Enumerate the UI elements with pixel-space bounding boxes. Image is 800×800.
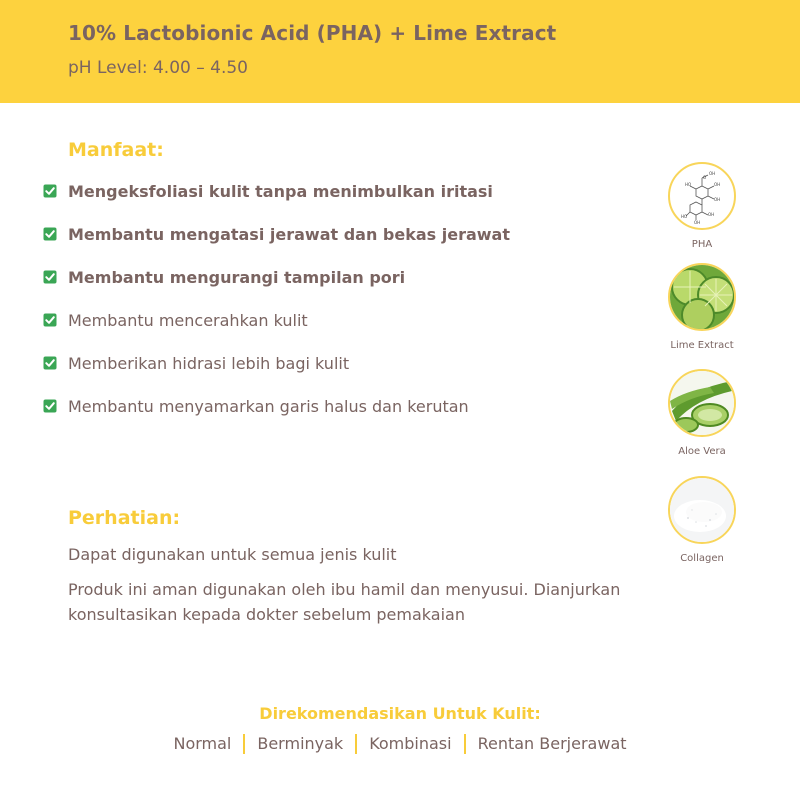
collagen-powder-icon	[670, 478, 734, 542]
ingredient-collagen	[652, 476, 752, 564]
checkbox-checked-icon	[43, 399, 57, 413]
ingredient-label: Collagen	[680, 553, 724, 564]
warning-text: Produk ini aman digunakan oleh ibu hamil dan menyusui. Dianjurkan konsultasikan kepada dokter sebelum pemakaian	[68, 580, 621, 624]
benefit-text: Memberikan hidrasi lebih bagi kulit	[68, 354, 350, 373]
svg-text:OH: OH	[694, 220, 701, 225]
warning-text: Dapat digunakan untuk semua jenis kulit	[68, 545, 397, 564]
benefit-item	[43, 310, 583, 353]
checkbox-checked-icon	[43, 227, 57, 241]
checkbox-checked-icon	[43, 313, 57, 327]
checkbox-checked-icon	[43, 356, 57, 370]
benefit-item	[43, 181, 583, 224]
checkbox-checked-icon	[43, 184, 57, 198]
ingredient-circle	[668, 162, 736, 230]
ingredient-aloe	[652, 369, 752, 457]
pha-molecule-icon	[670, 164, 734, 228]
ingredient-circle	[668, 476, 736, 544]
skin-type: Kombinasi	[369, 734, 452, 753]
benefit-text: Membantu mencerahkan kulit	[68, 311, 308, 330]
skin-type: Rentan Berjerawat	[477, 734, 627, 753]
svg-text:OH: OH	[709, 171, 716, 176]
aloe-vera-icon	[670, 371, 734, 435]
svg-text:HO: HO	[681, 214, 688, 219]
skin-types-row	[0, 733, 800, 755]
svg-text:HO: HO	[685, 182, 692, 187]
benefit-text: Membantu mengatasi jerawat dan bekas jerawat	[68, 225, 510, 244]
warning-heading: Perhatian:	[68, 507, 181, 529]
header-banner	[0, 0, 800, 103]
benefit-item	[43, 396, 583, 439]
benefits-list	[43, 181, 583, 439]
benefit-text: Mengeksfoliasi kulit tanpa menimbulkan iritasi	[68, 182, 493, 201]
skin-type: Normal	[173, 734, 232, 753]
recommendation-heading: Direkomendasikan Untuk Kulit:	[259, 704, 541, 723]
ingredient-lime	[652, 263, 752, 351]
svg-text:OH: OH	[714, 182, 721, 187]
ingredient-label: Lime Extract	[670, 340, 734, 351]
lime-slice-icon	[670, 265, 734, 329]
ingredient-label: PHA	[691, 239, 713, 250]
svg-text:OH: OH	[708, 212, 715, 217]
svg-text:O: O	[703, 175, 707, 180]
ingredient-label: Aloe Vera	[678, 446, 726, 457]
ingredient-circle	[668, 263, 736, 331]
benefit-text: Membantu menyamarkan garis halus dan kerutan	[68, 397, 469, 416]
svg-text:OH: OH	[714, 197, 721, 202]
benefits-heading: Manfaat:	[68, 139, 164, 161]
checkbox-checked-icon	[43, 270, 57, 284]
benefit-item	[43, 353, 583, 396]
ingredient-pha	[652, 162, 752, 250]
product-title: 10% Lactobionic Acid (PHA) + Lime Extract	[68, 21, 557, 45]
ph-level: pH Level: 4.00 – 4.50	[68, 58, 248, 78]
benefit-item	[43, 267, 583, 310]
skin-type: Berminyak	[257, 734, 344, 753]
ingredient-circle	[668, 369, 736, 437]
benefit-text: Membantu mengurangi tampilan pori	[68, 268, 406, 287]
benefit-item	[43, 224, 583, 267]
